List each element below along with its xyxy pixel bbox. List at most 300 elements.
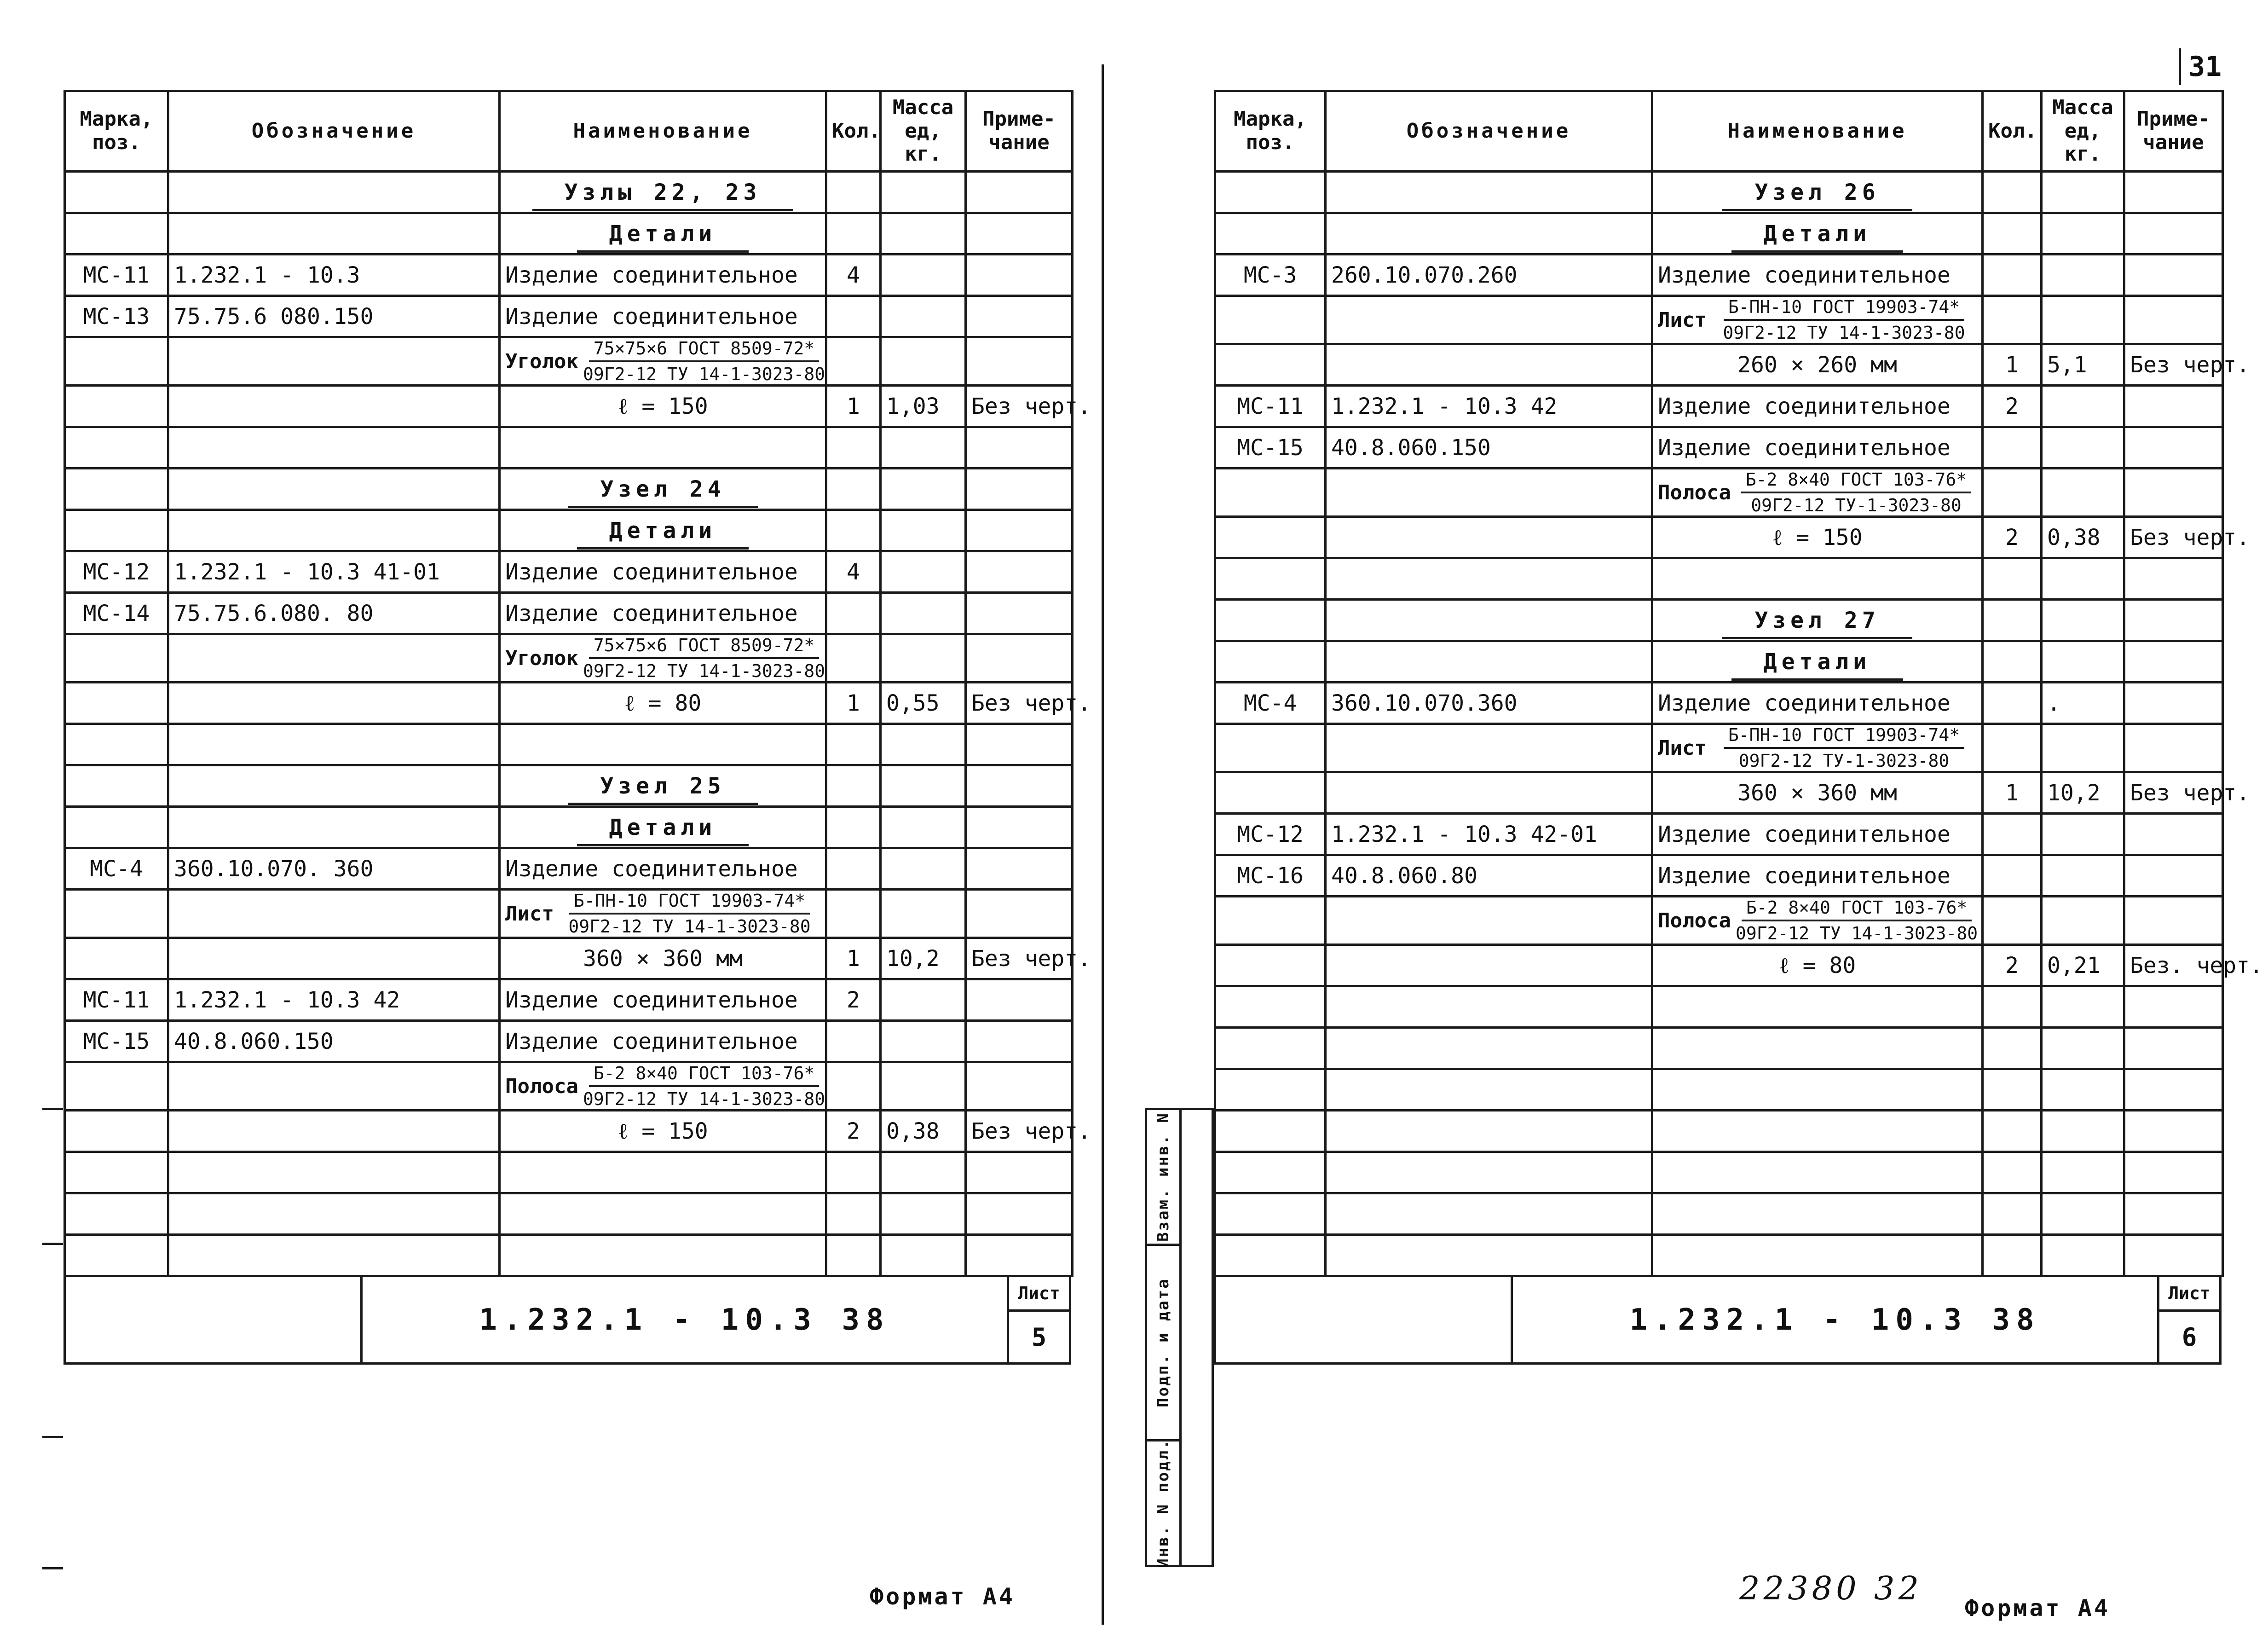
cell-qty — [826, 213, 881, 255]
cell-code — [168, 890, 500, 938]
cell-qty — [826, 807, 881, 848]
cell-code — [168, 765, 500, 807]
cell-qty — [1983, 897, 2042, 945]
cell-code — [168, 1235, 500, 1276]
cell-code — [168, 938, 500, 979]
cell-note — [966, 1021, 1073, 1062]
cell-mass — [2042, 172, 2124, 213]
cell-mass: 5,1 — [2042, 344, 2124, 386]
cell-name — [1652, 558, 1983, 600]
table-row — [1215, 558, 2223, 600]
cell-mark: МС-16 — [1215, 855, 1326, 897]
cell-name — [1652, 1069, 1983, 1111]
cell-note — [966, 296, 1073, 337]
cell-qty — [826, 1062, 881, 1111]
cell-mass — [2042, 427, 2124, 469]
header-mark: Марка, поз. — [1215, 91, 1326, 172]
material-grade: 09Г2-12 ТУ 14-1-3023-80 — [583, 661, 825, 681]
cell-qty — [1983, 1069, 2042, 1111]
cell-code — [168, 1111, 500, 1152]
cell-code — [1326, 344, 1652, 386]
cell-mark: МС-15 — [1215, 427, 1326, 469]
material-stack — [1736, 897, 1978, 944]
table-row — [65, 172, 1073, 213]
cell-note — [2124, 255, 2223, 296]
material-stack — [1736, 469, 1977, 515]
header-name: Наименование — [1652, 91, 1983, 172]
table-row — [1215, 1193, 2223, 1235]
cell-qty — [1983, 600, 2042, 641]
table-row — [1215, 772, 2223, 814]
material-standard: 75×75×6 ГОСТ 8509-72* — [589, 635, 819, 659]
table-row — [65, 1235, 1073, 1276]
cell-code — [1326, 1235, 1652, 1276]
cell-qty — [826, 634, 881, 683]
cell-name — [1652, 1193, 1983, 1235]
cell-note — [966, 807, 1073, 848]
table-row — [1215, 814, 2223, 855]
table-row — [1215, 683, 2223, 724]
table-row — [65, 979, 1073, 1021]
table-row — [1215, 1152, 2223, 1193]
header-name: Наименование — [500, 91, 826, 172]
cell-code — [1326, 945, 1652, 986]
cell-mark — [65, 1152, 168, 1193]
table-row — [1215, 427, 2223, 469]
cell-note — [2124, 724, 2223, 772]
cell-note — [2124, 1111, 2223, 1152]
cell-mark — [1215, 641, 1326, 683]
cell-qty — [1983, 469, 2042, 517]
material-stack — [1711, 725, 1977, 771]
cell-qty: 1 — [826, 938, 881, 979]
material-spec — [505, 1063, 825, 1109]
cell-mark — [65, 1062, 168, 1111]
table-row — [65, 1062, 1073, 1111]
cell-note — [2124, 296, 2223, 344]
cell-mass — [2042, 600, 2124, 641]
material-standard: Б-ПН-10 ГОСТ 19903-74* — [1724, 725, 1964, 749]
table-row — [65, 848, 1073, 890]
material-prefix: Лист — [1658, 308, 1707, 332]
cell-note: Без черт. — [966, 1111, 1073, 1152]
table-row — [1215, 1111, 2223, 1152]
material-standard: Б-2 8×40 ГОСТ 103-76* — [1741, 469, 1971, 493]
table-row — [65, 765, 1073, 807]
cell-mark — [1215, 558, 1326, 600]
table-row — [65, 551, 1073, 593]
cell-mass: 0,38 — [2042, 517, 2124, 558]
cell-qty — [826, 890, 881, 938]
cell-note — [2124, 386, 2223, 427]
cell-mark — [1215, 772, 1326, 814]
table-row — [65, 1152, 1073, 1193]
cell-note — [966, 1152, 1073, 1193]
sheet-label: Лист — [2159, 1277, 2219, 1312]
table-row — [1215, 897, 2223, 945]
table-row — [65, 593, 1073, 634]
cell-code: 360.10.070. 360 — [168, 848, 500, 890]
cell-note: Без черт. — [2124, 517, 2223, 558]
cell-code — [1326, 558, 1652, 600]
table-row — [1215, 724, 2223, 772]
table-row — [1215, 1069, 2223, 1111]
cell-section-heading — [1652, 172, 1983, 213]
header-mark: Марка, поз. — [65, 91, 168, 172]
cell-note — [966, 427, 1073, 469]
cell-note — [2124, 172, 2223, 213]
title-block-sheet — [2159, 1277, 2219, 1362]
table-row — [65, 938, 1073, 979]
cell-mass — [881, 427, 966, 469]
cell-note — [2124, 897, 2223, 945]
title-block-right — [1214, 1277, 2222, 1365]
cell-name — [500, 1193, 826, 1235]
material-grade: 09Г2-12 ТУ 14-1-3023-80 — [1723, 323, 1965, 343]
cell-code — [1326, 600, 1652, 641]
spec-table-left — [63, 90, 1091, 1277]
table-row — [1215, 469, 2223, 517]
cell-mark — [65, 938, 168, 979]
header-note: Приме-чание — [966, 91, 1073, 172]
handwritten-note: 22380 32 — [1739, 1569, 1923, 1607]
cell-mark — [65, 765, 168, 807]
sheet-number: 6 — [2181, 1322, 2197, 1352]
cell-qty — [826, 1193, 881, 1235]
cell-mass — [2042, 897, 2124, 945]
cell-mark — [65, 213, 168, 255]
cell-code — [1326, 641, 1652, 683]
cell-note — [966, 551, 1073, 593]
cell-code: 1.232.1 - 10.3 42 — [168, 979, 500, 1021]
binding-vzam — [1147, 1110, 1179, 1246]
cell-note — [2124, 814, 2223, 855]
binding-podp-text: Подп. и дата — [1154, 1278, 1173, 1407]
cell-mass — [2042, 1069, 2124, 1111]
table-row — [65, 510, 1073, 551]
cell-name: Изделие соединительное — [500, 979, 826, 1021]
cell-mass — [2042, 855, 2124, 897]
cell-mark: МС-3 — [1215, 255, 1326, 296]
cell-note: Без черт. — [966, 683, 1073, 724]
cell-code — [1326, 986, 1652, 1028]
cell-mass — [881, 510, 966, 551]
material-standard: Б-2 8×40 ГОСТ 103-76* — [1742, 897, 1972, 921]
cell-mass — [2042, 641, 2124, 683]
cell-note — [966, 213, 1073, 255]
cell-qty: 1 — [826, 386, 881, 427]
cell-name — [500, 724, 826, 765]
cell-section-heading — [500, 765, 826, 807]
cell-qty — [826, 593, 881, 634]
header-code: Обозначение — [168, 91, 500, 172]
cell-code — [1326, 172, 1652, 213]
cell-note — [966, 469, 1073, 510]
header-note: Приме-чание — [2124, 91, 2223, 172]
cell-mark — [65, 724, 168, 765]
cell-code — [1326, 1193, 1652, 1235]
cell-qty: 1 — [1983, 344, 2042, 386]
table-row — [65, 683, 1073, 724]
cell-note — [2124, 1152, 2223, 1193]
cell-material — [500, 634, 826, 683]
cell-mass — [881, 551, 966, 593]
cell-name — [1652, 1152, 1983, 1193]
cell-name: Изделие соединительное — [500, 551, 826, 593]
cell-mark: МС-4 — [1215, 683, 1326, 724]
cell-mark — [1215, 344, 1326, 386]
cell-section-heading — [1652, 641, 1983, 683]
cell-mass — [881, 634, 966, 683]
cell-note — [966, 979, 1073, 1021]
cell-qty — [1983, 1235, 2042, 1276]
cell-mark — [1215, 1028, 1326, 1069]
cell-note — [2124, 213, 2223, 255]
cell-note — [2124, 469, 2223, 517]
cell-note — [2124, 1028, 2223, 1069]
table-row — [1215, 213, 2223, 255]
cell-qty — [826, 765, 881, 807]
table-row — [65, 634, 1073, 683]
table-row — [1215, 986, 2223, 1028]
cell-note — [966, 1235, 1073, 1276]
cell-mass — [881, 255, 966, 296]
cell-mark — [1215, 986, 1326, 1028]
binding-stamp — [1145, 1108, 1214, 1567]
section-heading-text: Узлы 22, 23 — [532, 179, 794, 211]
cell-qty — [1983, 1152, 2042, 1193]
cell-qty: 1 — [1983, 772, 2042, 814]
cell-material — [500, 1062, 826, 1111]
cell-mark: МС-14 — [65, 593, 168, 634]
material-grade: 09Г2-12 ТУ-1-3023-80 — [1738, 751, 1950, 771]
cell-name — [500, 427, 826, 469]
cell-note — [2124, 855, 2223, 897]
binding-inv-text: Инв. N подл. — [1154, 1438, 1173, 1568]
table-row — [65, 890, 1073, 938]
cell-note — [2124, 600, 2223, 641]
cell-code — [1326, 469, 1652, 517]
cell-name: Изделие соединительное — [500, 593, 826, 634]
cell-name: Изделие соединительное — [1652, 427, 1983, 469]
cell-mass — [881, 1021, 966, 1062]
cell-name — [1652, 1111, 1983, 1152]
page-number: 31 — [2179, 48, 2222, 85]
cell-note — [2124, 986, 2223, 1028]
cell-mass — [881, 1152, 966, 1193]
cell-code: 75.75.6.080. 80 — [168, 593, 500, 634]
cell-code: 1.232.1 - 10.3 — [168, 255, 500, 296]
cell-code: 360.10.070.360 — [1326, 683, 1652, 724]
cell-qty — [1983, 814, 2042, 855]
title-block-blank — [66, 1277, 363, 1362]
cell-qty: 4 — [826, 551, 881, 593]
cell-mark — [1215, 600, 1326, 641]
cell-mark — [1215, 897, 1326, 945]
cell-dimension: 360 × 360 мм — [500, 938, 826, 979]
margin-tick — [42, 1436, 63, 1438]
table-row — [1215, 1028, 2223, 1069]
material-prefix: Лист — [505, 902, 554, 926]
section-heading-text: Узел 26 — [1722, 179, 1912, 211]
cell-mark — [1215, 1111, 1326, 1152]
cell-mass — [2042, 213, 2124, 255]
cell-code: 40.8.060.80 — [1326, 855, 1652, 897]
cell-name: Изделие соединительное — [1652, 814, 1983, 855]
cell-name — [1652, 986, 1983, 1028]
section-heading-text: Детали — [1731, 221, 1903, 253]
cell-note — [2124, 641, 2223, 683]
table-row — [65, 386, 1073, 427]
cell-mass: 10,2 — [881, 938, 966, 979]
cell-qty — [1983, 1193, 2042, 1235]
cell-qty — [1983, 641, 2042, 683]
cell-mass — [881, 593, 966, 634]
cell-note — [966, 337, 1073, 386]
cell-mass — [881, 765, 966, 807]
cell-code — [1326, 1028, 1652, 1069]
cell-material — [1652, 296, 1983, 344]
table-row — [65, 469, 1073, 510]
section-heading-text: Детали — [577, 221, 749, 253]
binding-podp — [1147, 1246, 1179, 1441]
cell-mass — [2042, 1028, 2124, 1069]
cell-mark — [65, 172, 168, 213]
material-stack — [1711, 297, 1977, 343]
cell-note — [966, 765, 1073, 807]
material-standard: 75×75×6 ГОСТ 8509-72* — [589, 338, 819, 362]
table-row — [1215, 172, 2223, 213]
material-prefix: Уголок — [505, 349, 578, 373]
cell-section-heading — [500, 807, 826, 848]
cell-mark: МС-11 — [65, 255, 168, 296]
cell-code — [1326, 772, 1652, 814]
table-row — [1215, 855, 2223, 897]
cell-name: Изделие соединительное — [500, 296, 826, 337]
material-grade: 09Г2-12 ТУ 14-1-3023-80 — [583, 1089, 825, 1109]
cell-code: 75.75.6 080.150 — [168, 296, 500, 337]
cell-mark — [65, 510, 168, 551]
material-spec — [1658, 897, 1977, 944]
cell-mass: 0,38 — [881, 1111, 966, 1152]
title-block-code: 1.232.1 - 10.3 38 — [1513, 1277, 2159, 1362]
material-prefix: Полоса — [1658, 480, 1731, 504]
table-row — [1215, 517, 2223, 558]
cell-note — [966, 890, 1073, 938]
cell-name: Изделие соединительное — [1652, 855, 1983, 897]
cell-mass — [881, 1235, 966, 1276]
cell-qty: 2 — [1983, 386, 2042, 427]
table-row — [65, 255, 1073, 296]
header-qty: Кол. — [1983, 91, 2042, 172]
cell-name — [1652, 1235, 1983, 1276]
margin-tick — [42, 1567, 63, 1569]
cell-code — [1326, 213, 1652, 255]
cell-note — [966, 593, 1073, 634]
cell-code — [1326, 1069, 1652, 1111]
material-prefix: Уголок — [505, 646, 578, 670]
cell-dimension: 360 × 360 мм — [1652, 772, 1983, 814]
sheet-label: Лист — [1009, 1277, 1069, 1312]
cell-qty: 2 — [1983, 517, 2042, 558]
material-grade: 09Г2-12 ТУ-1-3023-80 — [1751, 495, 1962, 515]
material-stack — [583, 635, 825, 681]
header-row — [1215, 91, 2223, 172]
cell-mark — [1215, 1152, 1326, 1193]
cell-qty — [826, 296, 881, 337]
cell-mass: 0,55 — [881, 683, 966, 724]
cell-mass: 10,2 — [2042, 772, 2124, 814]
cell-note — [966, 848, 1073, 890]
cell-qty — [826, 1235, 881, 1276]
title-block-blank — [1216, 1277, 1513, 1362]
margin-tick — [42, 1243, 63, 1245]
cell-qty: 1 — [826, 683, 881, 724]
cell-note — [2124, 683, 2223, 724]
material-grade: 09Г2-12 ТУ 14-1-3023-80 — [583, 364, 825, 384]
cell-mark — [1215, 1069, 1326, 1111]
cell-name — [500, 1235, 826, 1276]
section-heading-text: Детали — [577, 815, 749, 846]
material-stack — [583, 338, 825, 384]
cell-code — [1326, 1152, 1652, 1193]
cell-mass — [881, 296, 966, 337]
cell-code: 40.8.060.150 — [168, 1021, 500, 1062]
table-row — [1215, 1235, 2223, 1276]
cell-mass — [881, 979, 966, 1021]
cell-note: Без черт. — [2124, 772, 2223, 814]
cell-code — [1326, 897, 1652, 945]
cell-code: 1.232.1 - 10.3 41-01 — [168, 551, 500, 593]
margin-tick — [42, 1108, 63, 1110]
cell-code — [1326, 724, 1652, 772]
format-label-right: Формат А4 — [1965, 1595, 2110, 1621]
cell-mark — [1215, 296, 1326, 344]
cell-mark — [65, 427, 168, 469]
cell-mark: МС-11 — [65, 979, 168, 1021]
cell-mark — [1215, 213, 1326, 255]
cell-code — [168, 1062, 500, 1111]
cell-dimension: ℓ = 150 — [500, 386, 826, 427]
cell-dimension: ℓ = 80 — [500, 683, 826, 724]
cell-mass — [2042, 1235, 2124, 1276]
format-label-left: Формат А4 — [870, 1583, 1015, 1610]
cell-note — [966, 1193, 1073, 1235]
cell-mass — [881, 848, 966, 890]
material-spec — [1658, 297, 1977, 343]
material-spec — [505, 338, 825, 384]
table-row — [65, 807, 1073, 848]
cell-mark — [65, 1111, 168, 1152]
cell-code — [168, 510, 500, 551]
section-heading-text: Узел 24 — [568, 476, 757, 508]
cell-mass — [881, 807, 966, 848]
cell-code: 1.232.1 - 10.3 42 — [1326, 386, 1652, 427]
cell-qty — [1983, 558, 2042, 600]
spec-body-left — [65, 172, 1091, 1276]
cell-mark — [1215, 1193, 1326, 1235]
cell-qty — [1983, 427, 2042, 469]
cell-code: 1.232.1 - 10.3 42-01 — [1326, 814, 1652, 855]
section-heading-text: Детали — [1731, 649, 1903, 681]
cell-name: Изделие соединительное — [1652, 255, 1983, 296]
cell-mark — [1215, 1235, 1326, 1276]
header-row — [65, 91, 1073, 172]
title-block-left — [63, 1277, 1071, 1365]
binding-strip — [1147, 1110, 1182, 1568]
section-heading-text: Детали — [577, 518, 749, 550]
section-heading-text: Узел 25 — [568, 773, 757, 805]
